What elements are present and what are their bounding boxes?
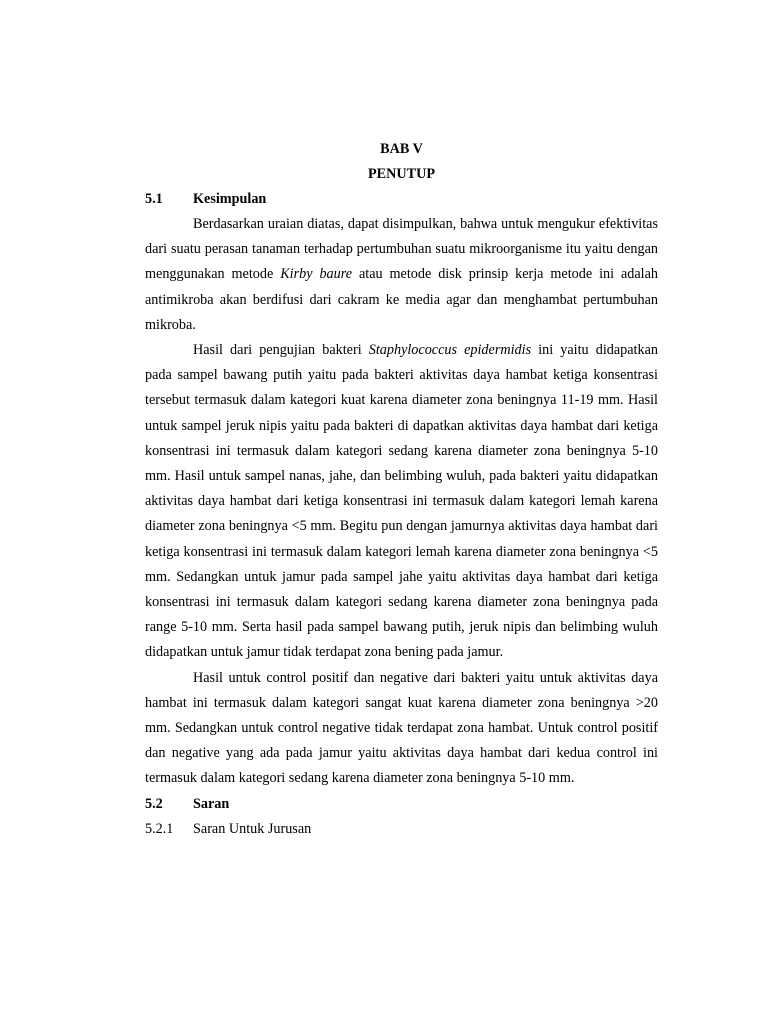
subsection-heading-saran-jurusan	[145, 817, 658, 842]
paragraph-2-text-a: Hasil dari pengujian bakteri	[193, 342, 369, 359]
subsection-number: 5.2.1	[145, 820, 174, 837]
section-number: 5.2	[145, 795, 163, 812]
paragraph-3	[145, 666, 658, 792]
paragraph-2-italic: Staphylococcus epidermidis	[368, 342, 532, 359]
paragraph-1	[145, 212, 658, 338]
chapter-number: BAB V	[380, 141, 423, 157]
paragraph-1-text-a: Berdasarkan uraian diatas, dapat disimpulkan, bahwa untuk mengukur efektivitas dari suatu perasan tanaman terhadap pertumbuhan suatu mikroorganisme itu yaitu dengan menggunakan metode	[145, 216, 658, 283]
document-page	[145, 137, 658, 842]
paragraph-2	[145, 338, 658, 666]
paragraph-3-text: Hasil untuk control positif dan negative dari bakteri yaitu untuk aktivitas daya hambat ini termasuk dalam kategori sangat kuat karena diameter zona beningnya >20 mm. Sedangkan untuk control negative tidak terdapat zona hambat. Untuk control positif dan negative yang ada pada jamur yaitu aktivitas daya hambat dari kedua control ini termasuk dalam kategori sedang karena diameter zona beningnya 5-10 mm.	[145, 669, 658, 787]
section-title: Saran	[193, 795, 230, 812]
subsection-title: Saran Untuk Jurusan	[193, 820, 312, 837]
section-number: 5.1	[145, 191, 163, 207]
paragraph-2-text-b: ini yaitu didapatkan pada sampel bawang putih yaitu pada bakteri aktivitas daya hambat ketiga konsentrasi tersebut termasuk dalam kategori kuat karena diameter zona beningnya 11-19 mm. Hasil untuk sampel jeruk nipis yaitu pada bakteri di dapatkan aktivitas daya hambat dari ketiga konsentrasi ini termasuk dalam kategori sedang karena diameter zona beningnya 5-10 mm. Hasil untuk sampel nanas, jahe, dan belimbing wuluh, pada bakteri yaitu didapatkan aktivitas daya hambat dari ketiga konsentrasi ini termasuk dalam kategori lemah karena diameter zona beningnya <5 mm. Begitu pun dengan jamurnya aktivitas daya hambat dari ketiga konsentrasi ini termasuk dalam kategori lemah karena diameter zona beningnya <5 mm. Sedangkan untuk jamur pada sampel jahe yaitu aktivitas daya hambat dari ketiga konsentrasi ini termasuk dalam kategori sedang karena diameter zona beningnya pada range 5-10 mm. Serta hasil pada sampel bawang putih, jeruk nipis dan belimbing wuluh didapatkan untuk jamur tidak terdapat zona bening pada jamur.	[145, 342, 658, 661]
section-heading-kesimpulan	[145, 187, 658, 212]
chapter-title: PENUTUP	[368, 166, 435, 182]
section-title: Kesimpulan	[193, 191, 267, 207]
paragraph-1-italic: Kirby baure	[280, 266, 353, 283]
section-heading-saran	[145, 792, 658, 817]
paragraph-1-text-b: atau metode disk prinsip kerja metode ini adalah antimikroba akan berdifusi dari cakram ke media agar dan menghambat pertumbuhan mikroba.	[145, 266, 659, 333]
